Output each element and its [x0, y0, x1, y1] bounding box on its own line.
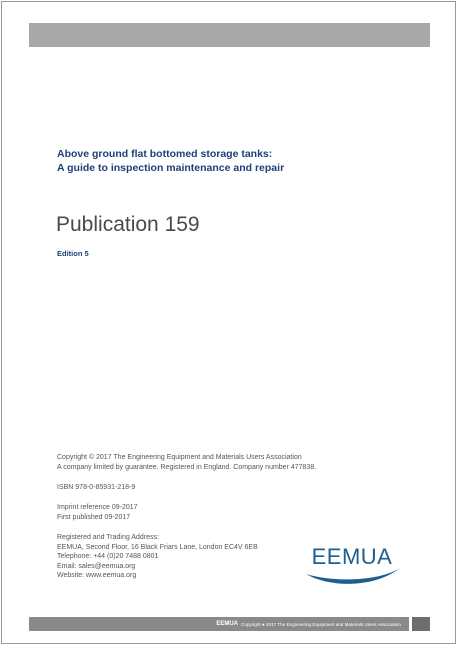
address-block — [57, 533, 258, 581]
copyright-line-1: Copyright © 2017 The Engineering Equipment and Materials Users Association — [57, 454, 302, 461]
footer-page-marker — [412, 617, 430, 631]
publication-number: Publication 159 — [56, 213, 200, 236]
address-telephone: Telephone: +44 (0)20 7488 0801 — [57, 553, 159, 560]
isbn: ISBN 978-0-85931-218-9 — [57, 484, 136, 491]
logo-text: EEMUA — [311, 544, 393, 569]
document-title — [57, 147, 417, 175]
eemua-logo — [300, 530, 405, 586]
edition-label: Edition 5 — [57, 249, 89, 258]
address-heading: Registered and Trading Address: — [57, 534, 159, 541]
title-line-1: Above ground flat bottomed storage tanks: — [57, 148, 273, 160]
footer-brand: EEMUA — [216, 621, 238, 627]
address-email: Email: sales@eemua.org — [57, 562, 136, 570]
first-published: First published 09-2017 — [57, 513, 131, 521]
copyright-line-2: A company limited by guarantee. Registered in England. Company number 477838. — [57, 463, 317, 471]
footer-copyright: Copyright ● 2017 The Engineering Equipment and Materials Users Association — [241, 621, 401, 627]
address-website: Website: www.eemua.org — [57, 572, 137, 579]
title-line-2: A guide to inspection maintenance and repair — [57, 162, 285, 174]
imprint-reference: Imprint reference 09-2017 — [57, 504, 138, 511]
address-street: EEMUA, Second Floor, 16 Black Friars Lane, London EC4V 6EB — [57, 543, 258, 551]
imprint-block — [57, 503, 138, 522]
footer-bar — [29, 617, 409, 631]
logo-swoosh — [306, 568, 400, 584]
copyright-block — [57, 453, 316, 472]
header-bar — [29, 23, 430, 47]
